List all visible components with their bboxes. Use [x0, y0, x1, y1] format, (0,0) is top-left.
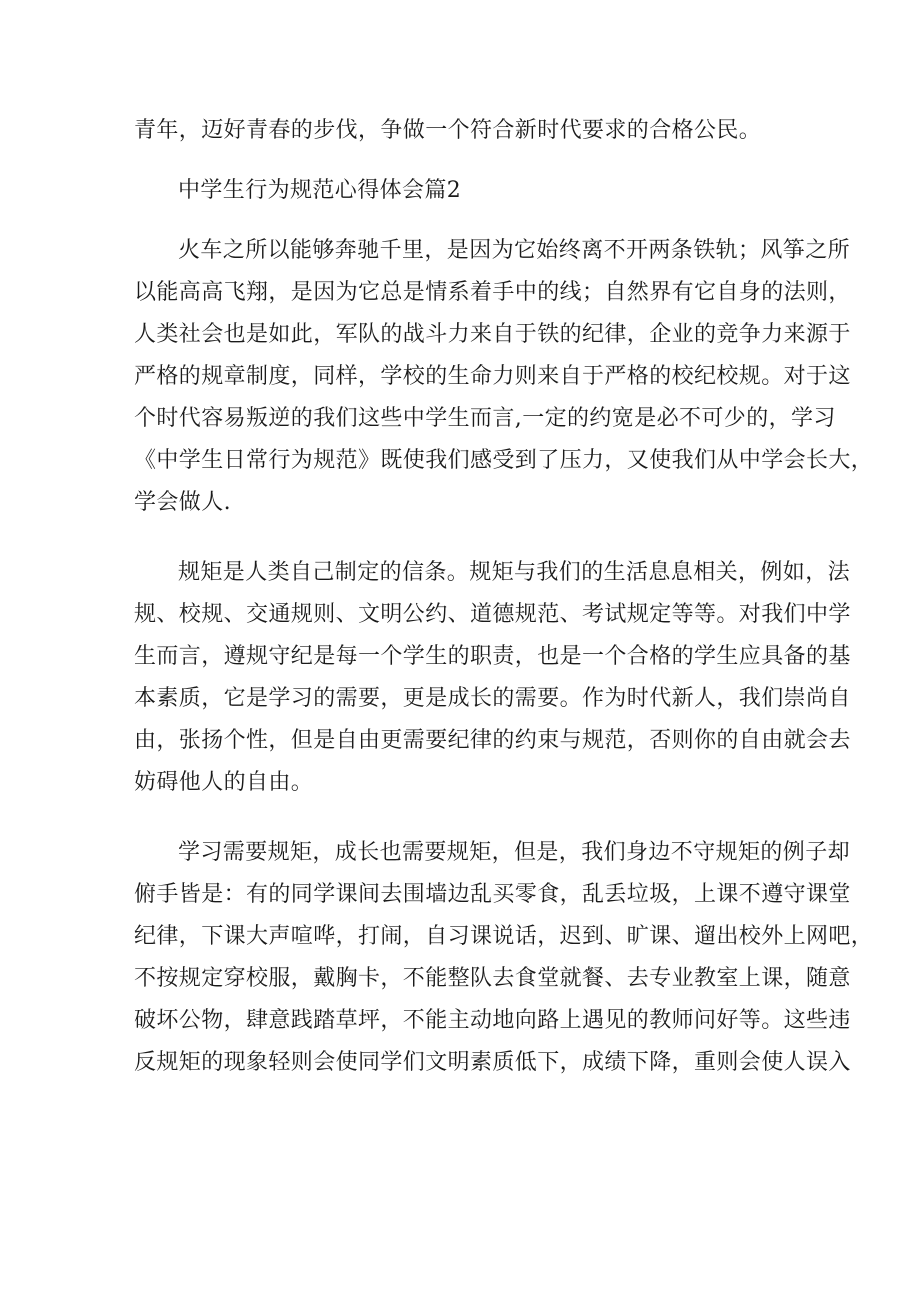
paragraph-line: 本素质，它是学习的需要，更是成长的需要。作为时代新人，我们崇尚自: [134, 686, 851, 711]
section-heading: 中学生行为规范心得体会篇2: [178, 178, 462, 203]
paragraph-line: 以能高高飞翔，是因为它总是情系着手中的线；自然界有它自身的法则，: [134, 280, 851, 305]
paragraph-line: 规矩是人类自己制定的信条。规矩与我们的生活息息相关，例如，法: [178, 560, 851, 585]
paragraph-line: 俯手皆是：有的同学课间去围墙边乱买零食，乱丢垃圾，上课不遵守课堂: [134, 882, 851, 907]
paragraph-line: 人类社会也是如此，军队的战斗力来自于铁的纪律，企业的竞争力来源于: [134, 322, 851, 347]
paragraph-line: 严格的规章制度，同样，学校的生命力则来自于严格的校纪校规。对于这: [134, 364, 851, 389]
intro-line: 青年，迈好青春的步伐，争做一个符合新时代要求的合格公民。: [134, 118, 762, 143]
paragraph-line: 火车之所以能够奔驰千里，是因为它始终离不开两条铁轨；风筝之所: [178, 238, 851, 263]
paragraph-line: 反规矩的现象轻则会使同学们文明素质低下，成绩下降，重则会使人误入: [134, 1050, 851, 1075]
paragraph-line: 《中学生日常行为规范》既使我们感受到了压力，又使我们从中学会长大，: [134, 448, 874, 473]
document-body: [134, 110, 874, 1084]
paragraph-2: [134, 552, 851, 804]
paragraph-line: 个时代容易叛逆的我们这些中学生而言,一定的约宽是必不可少的，学习: [134, 406, 836, 431]
paragraph-line: 纪律，下课大声喧哗，打闹，自习课说话，迟到、旷课、遛出校外上网吧，: [134, 924, 874, 949]
paragraph-1: [134, 230, 874, 524]
paragraph-line: 由，张扬个性，但是自由更需要纪律的约束与规范，否则你的自由就会去: [134, 728, 851, 753]
paragraph-line: 学会做人.: [134, 490, 231, 515]
paragraph-line: 破坏公物，肆意践踏草坪，不能主动地向路上遇见的教师问好等。这些违: [134, 1008, 851, 1033]
paragraph-line: 妨碍他人的自由。: [134, 770, 314, 795]
paragraph-line: 不按规定穿校服，戴胸卡，不能整队去食堂就餐、去专业教室上课，随意: [134, 966, 851, 991]
paragraph-line: 学习需要规矩，成长也需要规矩，但是，我们身边不守规矩的例子却: [178, 840, 851, 865]
paragraph-line: 生而言，遵规守纪是每一个学生的职责，也是一个合格的学生应具备的基: [134, 644, 851, 669]
paragraph-3: [134, 832, 874, 1084]
paragraph-line: 规、校规、交通规则、文明公约、道德规范、考试规定等等。对我们中学: [134, 602, 851, 627]
